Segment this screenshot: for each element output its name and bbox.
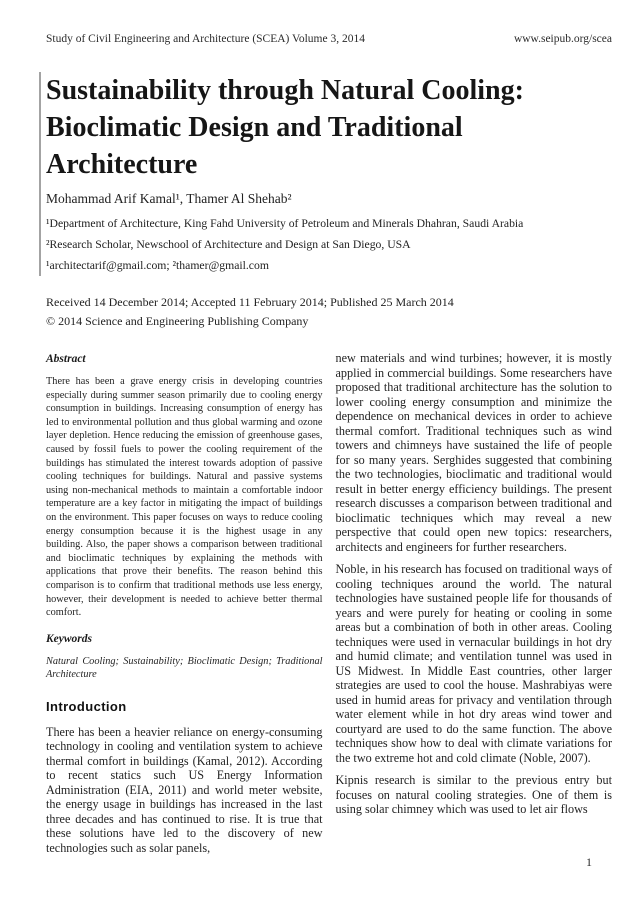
body-paragraph-3: Kipnis research is similar to the previous entry but focuses on natural cooling strategies. One of them is using solar chimney which was used to let air flows: [335, 773, 612, 816]
abstract-heading: Abstract: [46, 353, 86, 365]
keywords-heading: Keywords: [46, 632, 92, 645]
two-column-body: [46, 351, 612, 863]
copyright-line: © 2014 Science and Engineering Publishing Company: [46, 313, 309, 328]
title-block: [39, 72, 612, 276]
introduction-heading: Introduction: [46, 698, 127, 714]
introduction-paragraph: There has been a heavier reliance on energy-consuming technology in cooling and ventilation system to achieve thermal comfort in buildings (Kamal, 2012). According to recent statics such US Energy Information Administration (EIA, 2011) and world meter website, the energy usage in buildings has increased in the last three decades and has continued to rise. It is true that these solutions have led to the discovery of new technologies such as solar panels,: [46, 724, 323, 855]
left-column: [46, 351, 323, 863]
affiliation-2: ²Research Scholar, Newschool of Architecture and Design at San Diego, USA: [46, 238, 411, 251]
right-column: [336, 351, 613, 863]
journal-name: Study of Civil Engineering and Architecture (SCEA) Volume 3, 2014: [46, 33, 365, 45]
journal-website: www.seipub.org/scea: [513, 33, 612, 45]
affiliation-list: [46, 213, 612, 276]
running-header: [46, 33, 612, 45]
body-paragraph-2: Noble, in his research has focused on traditional ways of cooling techniques around the world. The natural technologies have sustained people life for thousands of years and were purely for heating or cooling in some areas but a combination of both in other areas. Cooling techniques were used in vernacular buildings in hot dry and humid climate; and ventilation tunnel was used in US Midwest. In Middle East countries, other larger strategies are used to cool the house. Mashrabiyas were used in humid areas for privacy and ventilation through water element while in hot dry areas wind tower and courtyard are used to do the same function. The above techniques show how to deal with climate variations for the two extreme hot and cold climate (Noble, 2007).: [335, 562, 612, 765]
abstract-text: There has been a grave energy crisis in developing countries especially during summer season primarily due to cooling energy consumption in buildings. Increasing consumption of energy has led to environmental pollution and thus global warming and ozone layer depletion. Hence reducing the emission of greenhouse gases, caused by fossil fuels to power the cooling requirement of the buildings has stimulated the interest towards adoption of passive cooling techniques for buildings. Natural and passive systems using non-mechanical methods to maintain a comfortable indoor temperature are a key factor in mitigating the impact of buildings on the environment. This paper focuses on ways to reduce cooling energy consumption because it is the highest usage in any building. Also, the paper shows a comparison between traditional and bioclimatic techniques by explaining the methods with applications that prove their benefits. The reason behind this comparison is to confirm that traditional methods use less energy, however, their development is needed to achieve better thermal comfort.: [46, 376, 323, 619]
author-emails: ¹architectarif@gmail.com; ²thamer@gmail.com: [46, 259, 269, 272]
affiliation-1: ¹Department of Architecture, King Fahd University of Petroleum and Minerals Dhahran, Saudi Arabia: [46, 217, 524, 230]
paper-title: Sustainability through Natural Cooling: Bioclimatic Design and Traditional Architecture: [46, 75, 524, 180]
page-number: 1: [586, 855, 592, 869]
keywords-text: Natural Cooling; Sustainability; Bioclimatic Design; Traditional Architecture: [46, 655, 323, 681]
authors-line: Mohammad Arif Kamal¹, Thamer Al Shehab²: [46, 191, 292, 206]
received-accepted-published-line: Received 14 December 2014; Accepted 11 February 2014; Published 25 March 2014: [46, 295, 454, 309]
body-paragraph-1: new materials and wind turbines; however, it is mostly applied in commercial buildings. Some researchers have proposed that traditional architecture has the solution to lower cooling energy consumption and minimize the dependence on mechanical devices in order to achieve thermal comfort. Traditional techniques such as wind towers and chimneys have sustained the life of people for so many years. Serghides suggested that combining the two technologies, bioclimatic and traditional would result in better energy efficiency buildings. The present research discusses a comparison between traditional and bioclimatic techniques which may reveal a new perspective that could open new topics: researchers, architects and engineers for further researchers.: [335, 351, 612, 554]
publication-dates-block: [46, 293, 612, 330]
